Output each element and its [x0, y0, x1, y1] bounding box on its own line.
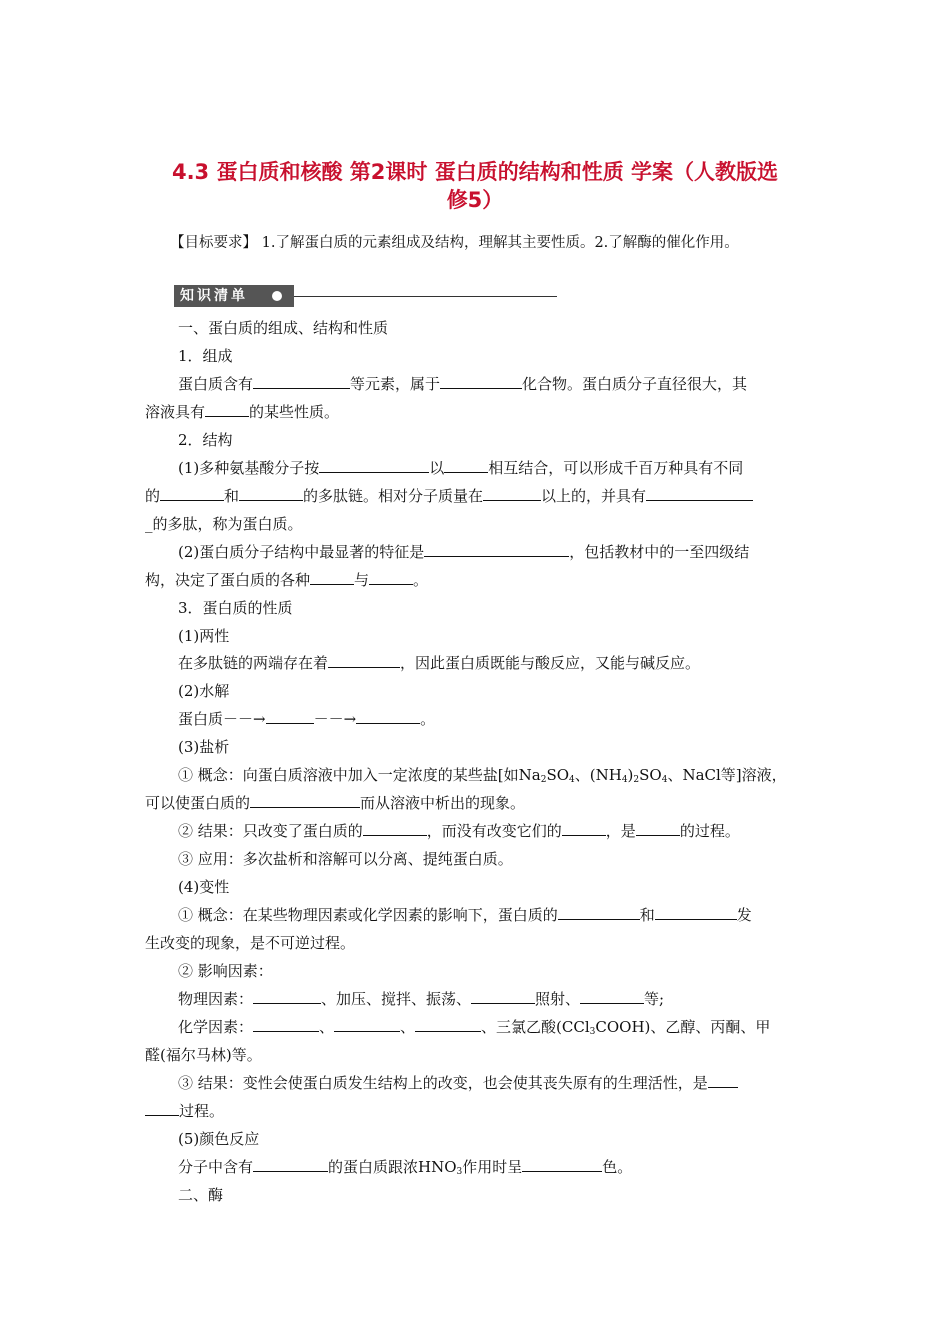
page-title	[0, 158, 950, 214]
salting-application: ③ 应用：多次盐析和溶解可以分离、提纯蛋白质。	[178, 850, 513, 868]
heading-properties: 3．蛋白质的性质	[178, 599, 293, 617]
salting-result: ② 结果：只改变了蛋白质的 ，而没有改变它们的 ，是 的过程。	[178, 822, 740, 840]
blank[interactable]	[483, 486, 541, 501]
hydrolysis-text: 蛋白质－－→ －－→ 。	[178, 710, 436, 728]
blank[interactable]	[655, 905, 737, 920]
denaturation-result-line-1: ③ 结果：变性会使蛋白质发生结构上的改变，也会使其丧失原有的生理活性，是	[178, 1073, 815, 1093]
prop-denaturation: (4)变性	[178, 878, 230, 896]
denaturation-concept-line-1: ① 概念：在某些物理因素或化学因素的影响下，蛋白质的 和 发	[178, 906, 752, 924]
blank[interactable]	[708, 1073, 738, 1088]
chemical-factors-line-1: 化学因素： 、 、 、三氯乙酸(CCl$_3$COOH)、乙醇、丙酮、甲	[178, 1018, 771, 1037]
blank[interactable]	[424, 542, 569, 557]
chemical-factors-line-2: 醛(福尔马林)等。	[145, 1046, 262, 1064]
composition-line-1: 蛋白质含有 等元素，属于 化合物。蛋白质分子直径很大，其	[178, 375, 748, 393]
color-reaction-text: 分子中含有 的蛋白质跟浓$HNO_3$作用时呈 色。	[178, 1158, 633, 1177]
blank[interactable]	[562, 821, 606, 836]
structure-2-line-2: 构，决定了蛋白质的各种 与 。	[145, 571, 429, 589]
blank[interactable]	[558, 905, 640, 920]
composition-line-2: 溶液具有 的某些性质。	[145, 403, 340, 421]
structure-1-line-2: 的 和 的多肽链。相对分子质量在 以上的，并具有	[145, 486, 815, 506]
heading-structure: 2．结构	[178, 431, 233, 449]
blank[interactable]	[145, 1101, 179, 1116]
blank[interactable]	[334, 1017, 400, 1032]
badge-label: 知识清单	[174, 285, 294, 307]
prop-hydrolysis: (2)水解	[178, 682, 230, 700]
blank[interactable]	[636, 821, 680, 836]
denaturation-concept-line-2: 生改变的现象，是不可逆过程。	[145, 934, 356, 952]
heading-part-1: 一、蛋白质的组成、结构和性质	[178, 319, 389, 337]
blank[interactable]	[239, 486, 303, 501]
prop-salting-out: (3)盐析	[178, 738, 230, 756]
badge-rule	[294, 296, 557, 297]
blank[interactable]	[319, 458, 429, 473]
badge-dot-icon	[272, 291, 282, 301]
denaturation-factors-heading: ② 影响因素：	[178, 962, 273, 980]
salting-concept-line-2: 可以使蛋白质的 而从溶液中析出的现象。	[145, 794, 526, 812]
blank[interactable]	[160, 486, 224, 501]
prop-color-reaction: (5)颜色反应	[178, 1130, 260, 1148]
blank[interactable]	[415, 1017, 481, 1032]
blank[interactable]	[266, 709, 314, 724]
blank[interactable]	[205, 402, 249, 417]
structure-2-line-1: (2)蛋白质分子结构中最显著的特征是 ，包括教材中的一至四级结	[178, 543, 750, 561]
physical-factors: 物理因素： 、加压、搅拌、振荡、 照射、 等;	[178, 990, 665, 1008]
blank[interactable]	[646, 486, 753, 501]
title-line-1: 4.3 蛋白质和核酸 第2课时 蛋白质的结构和性质 学案（人教版选	[171, 160, 779, 184]
title-line-2: 修5）	[446, 188, 504, 212]
blank[interactable]	[444, 458, 488, 473]
blank[interactable]	[253, 1017, 319, 1032]
blank[interactable]	[253, 374, 350, 389]
salting-concept-line-1: ① 概念：向蛋白质溶液中加入一定浓度的某些盐[如$Na_2SO_4$、$(NH_4)_2SO_4$、NaCl等]溶液，	[178, 766, 787, 785]
heading-composition: 1．组成	[178, 347, 233, 365]
blank[interactable]	[250, 793, 360, 808]
structure-1-line-3: _的多肽，称为蛋白质。	[145, 515, 303, 533]
learning-goals: 【目标要求】 1.了解蛋白质的元素组成及结构，理解其主要性质。2.了解酶的催化作用。	[170, 235, 739, 251]
blank[interactable]	[471, 989, 535, 1004]
amphoteric-text: 在多肽链的两端存在着 ，因此蛋白质既能与酸反应，又能与碱反应。	[178, 654, 701, 672]
blank[interactable]	[310, 570, 354, 585]
blank[interactable]	[363, 821, 427, 836]
denaturation-result-line-2: 过程。	[145, 1101, 815, 1121]
blank[interactable]	[356, 709, 420, 724]
structure-1-line-1: (1)多种氨基酸分子按 以 相互结合，可以形成千百万种具有不同	[178, 459, 744, 477]
blank[interactable]	[328, 653, 400, 668]
blank[interactable]	[253, 989, 321, 1004]
blank[interactable]	[369, 570, 413, 585]
blank[interactable]	[253, 1157, 328, 1172]
blank[interactable]	[522, 1157, 602, 1172]
blank[interactable]	[440, 374, 522, 389]
blank[interactable]	[580, 989, 644, 1004]
prop-amphoteric: (1)两性	[178, 627, 230, 645]
heading-part-2: 二、酶	[178, 1186, 224, 1204]
